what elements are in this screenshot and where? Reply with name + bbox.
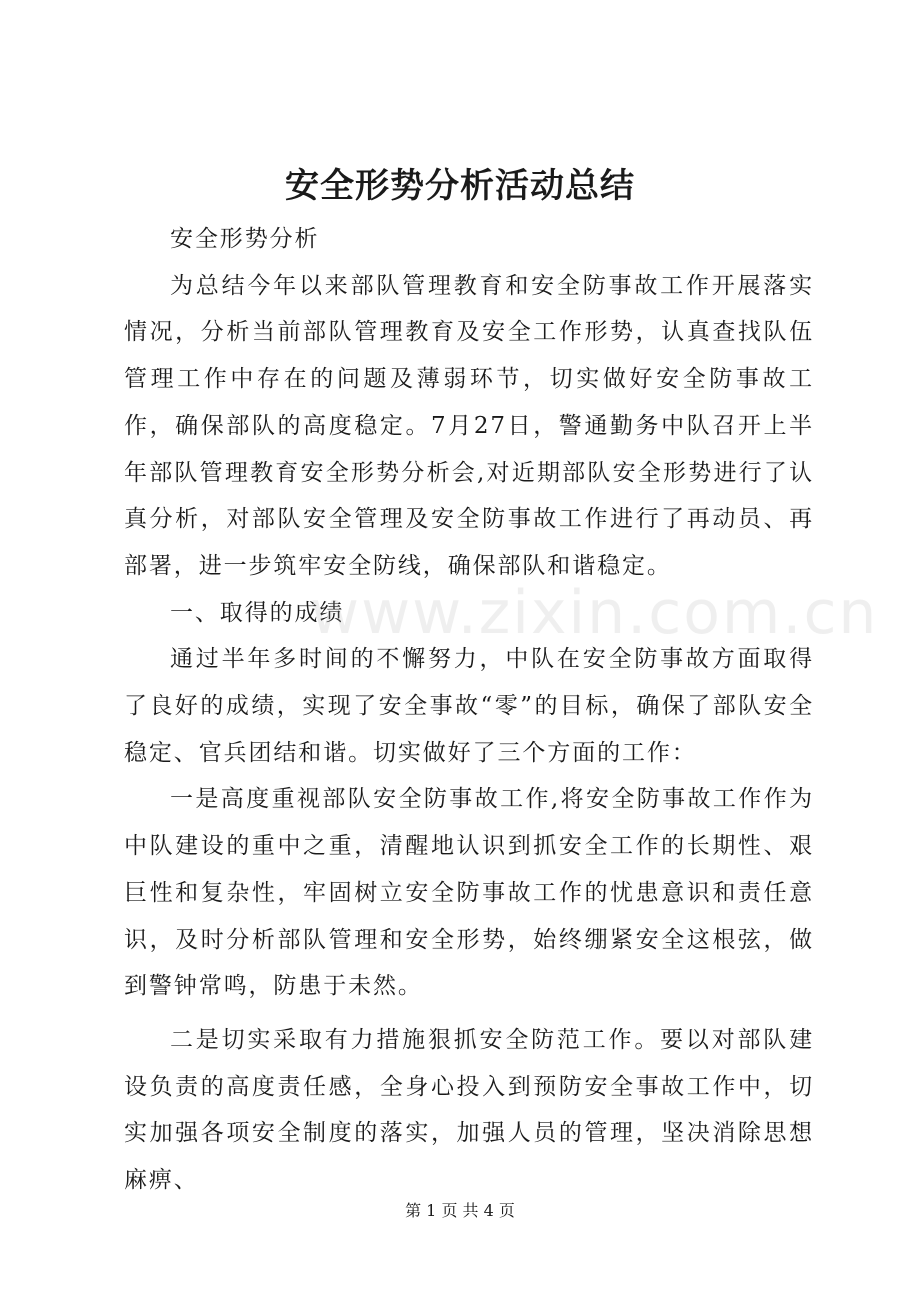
watermark: www.zixin.com.cn [310,578,879,648]
document-body [124,216,814,1204]
document-title: 安全形势分析活动总结 [285,166,635,206]
paragraph-subtitle: 安全形势分析 [170,226,320,252]
paragraph-point-one: 一是高度重视部队安全防事故工作,将安全防事故工作作为中队建设的重中之重，清醒地认识到抓安全工作的长期性、艰巨性和复杂性，牢固树立安全防事故工作的忧患意识和责任意识，及时分析部队管理和安全形势，始终绷紧安全这根弦，做到警钟常鸣，防患于未然。 [124,786,814,1000]
paragraph-point-two: 二是切实采取有力措施狠抓安全防范工作。要以对部队建设负责的高度责任感，全身心投入到预防安全事故工作中，切实加强各项安全制度的落实，加强人员的管理，坚决消除思想麻痹、 [124,1026,814,1194]
page-footer: 第 1 页 共 4 页 [405,1201,515,1220]
paragraph-achievements: 通过半年多时间的不懈努力，中队在安全防事故方面取得了良好的成绩，实现了安全事故“零”的目标，确保了部队安全稳定、官兵团结和谐。切实做好了三个方面的工作： [124,646,814,766]
paragraph-intro: 为总结今年以来部队管理教育和安全防事故工作开展落实情况，分析当前部队管理教育及安全工作形势，认真查找队伍管理工作中存在的问题及薄弱环节，切实做好安全防事故工作，确保部队的高度稳定。7月27日，警通勤务中队召开上半年部队管理教育安全形势分析会,对近期部队安全形势进行了认真分析，对部队安全管理及安全防事故工作进行了再动员、再部署，进一步筑牢安全防线，确保部队和谐稳定。 [124,272,814,579]
paragraph-section-heading: 一、取得的成绩 [170,599,345,626]
